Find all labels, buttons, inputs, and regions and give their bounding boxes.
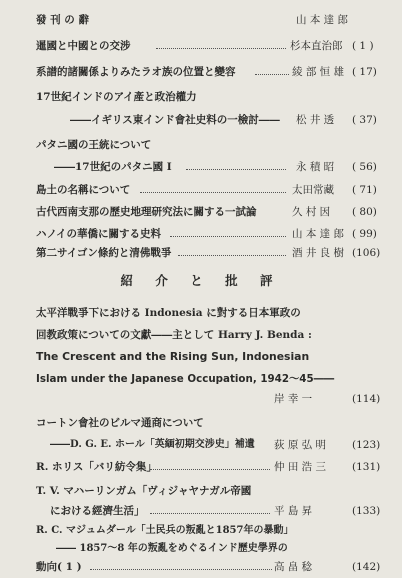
entry-author: 山 本 達 郎: [292, 228, 345, 240]
contents-entry: [0, 111, 402, 129]
entry-title: パタニ國の王統について: [36, 139, 152, 151]
entry-author: 太田常藏: [292, 184, 334, 196]
leader-dots: [140, 192, 286, 193]
review-author: 平 島 昇: [274, 505, 313, 517]
contents-entry: [0, 37, 402, 55]
entry-page: ( 1 ): [352, 40, 374, 52]
entry-author: 久 村 因: [292, 206, 331, 218]
review-author: 岸 幸 一: [274, 393, 313, 405]
review-title: R. C. マジュムダール「土民兵の叛亂と1857年の暴動」: [36, 525, 294, 536]
leader-dots: [178, 255, 286, 256]
review-entry-line: [0, 370, 402, 388]
review-title: R. ホリス「バリ紡令集」: [36, 461, 157, 473]
review-entry-line: [0, 304, 402, 322]
contents-entry: [0, 88, 402, 106]
entry-page: ( 17): [352, 66, 377, 78]
review-author: 荻 原 弘 明: [274, 439, 327, 451]
review-author: 仲 田 浩 三: [274, 461, 327, 473]
entry-page: ( 80): [352, 206, 377, 218]
contents-entry: [0, 63, 402, 81]
entry-author: 杉本直治郎: [290, 40, 343, 52]
review-author: 高 畠 稔: [274, 561, 313, 573]
entry-page: (106): [352, 247, 381, 259]
leader-dots: [150, 513, 270, 514]
review-entry-line: [0, 558, 402, 576]
entry-author: 松 井 透: [296, 114, 335, 126]
leader-dots: [255, 74, 289, 75]
leader-dots: [156, 48, 286, 49]
entry-title: 系譜的諸關係よりみたラオ族の位置と變容: [36, 66, 236, 78]
entry-subtitle: ――17世紀のパタニ國 I: [54, 161, 172, 173]
review-title: 太平洋戰爭下における Indonesia に對する日本軍政の: [36, 307, 301, 319]
entry-page: ( 37): [352, 114, 377, 126]
review-entry-line: [0, 540, 402, 558]
review-entry-line: [0, 458, 402, 476]
contents-entry: [0, 203, 402, 221]
entry-title: 古代西南支那の歷史地理研究法に關する一試論: [36, 206, 257, 218]
leader-dots: [150, 469, 270, 470]
review-entry-line: [0, 436, 402, 454]
review-page: (142): [352, 561, 381, 573]
leader-dots: [170, 236, 286, 237]
contents-entry: [0, 158, 402, 176]
contents-entry: [0, 244, 402, 262]
review-page: (133): [352, 505, 381, 517]
entry-page: ( 56): [352, 161, 377, 173]
entry-author: 永 積 昭: [296, 161, 335, 173]
entry-author: 山 本 達 郎: [296, 14, 349, 26]
review-entry-line: [0, 326, 402, 344]
entry-page: ( 99): [352, 228, 377, 240]
contents-entry: [0, 225, 402, 243]
review-title: コートン會社のビルマ通商について: [36, 417, 204, 429]
review-title: The Crescent and the Rising Sun, Indonesian: [36, 350, 310, 363]
review-entry-line: [0, 348, 402, 366]
review-title: ――D. G. E. ホール「英緬初期交涉史」補遺: [50, 439, 255, 450]
entry-title: 17世紀インドのアイ產と政治權力: [36, 91, 197, 103]
review-title: T. V. マハーリンガム「ヴィジャヤナガル帝國: [36, 485, 252, 497]
review-entry-line: [0, 482, 402, 500]
review-title: における經濟生活」: [50, 505, 145, 517]
review-title: Islam under the Japanese Occupation, 1942～45――: [36, 373, 335, 385]
leader-dots: [90, 569, 272, 570]
entry-title: 第二サイゴン條約と清佛戰爭: [36, 247, 172, 259]
entry-title: 島土の名稱について: [36, 184, 131, 196]
contents-entry: [0, 181, 402, 199]
contents-entry: [0, 11, 402, 29]
review-entry-line: [0, 522, 402, 540]
review-entry-line: [0, 414, 402, 432]
entry-title: ハノイの華僑に關する史料: [36, 228, 162, 240]
review-page: (114): [352, 393, 381, 405]
review-title: 動向( 1 ): [36, 561, 82, 573]
entry-title: 暹國と中國との交涉: [36, 40, 131, 52]
entry-page: ( 71): [352, 184, 377, 196]
entry-title: 發 刊 の 辭: [36, 14, 89, 26]
entry-author: 酒 井 良 樹: [292, 247, 345, 259]
entry-author: 綾 部 恒 雄: [292, 66, 345, 78]
section-heading: 紹 介 と 批 評: [120, 273, 282, 288]
review-title: ―― 1857～8 年の叛亂をめぐるインド歷史學界の: [56, 543, 288, 554]
review-page: (131): [352, 461, 381, 473]
leader-dots: [186, 169, 286, 170]
review-entry-line: [0, 390, 402, 408]
review-title: 回教政策についての文獻――主として Harry J. Benda :: [36, 329, 312, 341]
contents-entry: [0, 136, 402, 154]
entry-subtitle: ――イギリス東インド會社史料の一檢討――: [70, 114, 280, 126]
review-page: (123): [352, 439, 381, 451]
review-entry-line: [0, 502, 402, 520]
